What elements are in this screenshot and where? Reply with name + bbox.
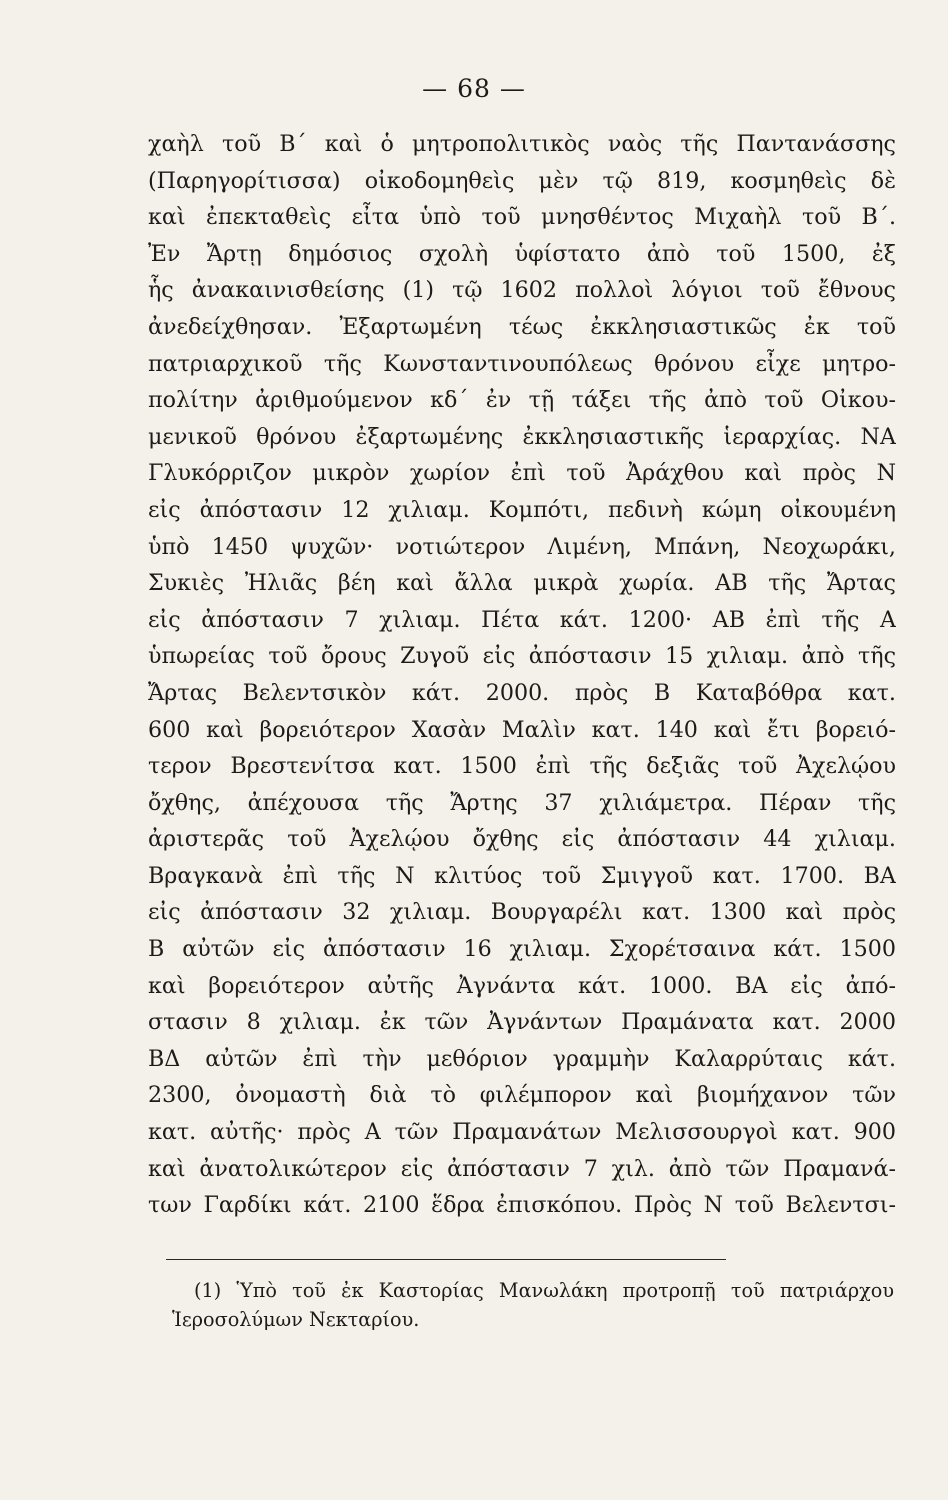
text-line: εἰς ἀπόστασιν 32 χιλιαμ. Βουργαρέλι κατ. 1300 καὶ πρὸς — [148, 899, 896, 926]
text-line: 600 καὶ βορειότερον Χασὰν Μαλὶν κατ. 140 καὶ ἔτι βορειό- — [148, 716, 896, 743]
text-line: ὑπὸ 1450 ψυχῶν· νοτιώτερον Λιμένη, Μπάνη, Νεοχωράκι, — [148, 533, 896, 560]
text-line: πολίτην ἀριθμούμενον κδ΄ ἐν τῇ τάξει τῆς ἀπὸ τοῦ Οἰκου- — [148, 387, 896, 414]
text-line: στασιν 8 χιλιαμ. ἐκ τῶν Ἀγνάντων Πραμάνατα κατ. 2000 — [148, 1009, 896, 1036]
text-line: των Γαρδίκι κάτ. 2100 ἕδρα ἐπισκόπου. Πρὸς Ν τοῦ Βελεντσι- — [148, 1192, 896, 1219]
text-line: εἰς ἀπόστασιν 12 χιλιαμ. Κομπότι, πεδινὴ κώμη οἰκουμένη — [148, 496, 896, 523]
text-line: Γλυκόρριζον μικρὸν χωρίον ἐπὶ τοῦ Ἀράχθου καὶ πρὸς Ν — [148, 460, 896, 487]
text-line: ἀνεδείχθησαν. Ἐξαρτωμένη τέως ἐκκλησιαστικῶς ἐκ τοῦ — [148, 313, 896, 340]
body-text — [148, 126, 896, 1224]
text-line: καὶ ἀνατολικώτερον εἰς ἀπόστασιν 7 χιλ. ἀπὸ τῶν Πραμανά- — [148, 1155, 896, 1182]
footnote-line: (1) Ὑπὸ τοῦ ἐκ Καστορίας Μανωλάκη προτροπῇ τοῦ πατριάρχου — [194, 1279, 894, 1302]
page-number: — 68 — — [422, 74, 526, 103]
footnote-line: Ἱεροσολύμων Νεκταρίου. — [172, 1308, 420, 1331]
text-line: τερον Βρεστενίτσα κατ. 1500 ἐπὶ τῆς δεξιᾶς τοῦ Ἀχελῴου — [148, 753, 896, 780]
text-line: καὶ ἐπεκταθεὶς εἶτα ὑπὸ τοῦ μνησθέντος Μιχαὴλ τοῦ Β΄. — [148, 204, 896, 231]
text-line: ὑπωρείας τοῦ ὄρους Ζυγοῦ εἰς ἀπόστασιν 15 χιλιαμ. ἀπὸ τῆς — [148, 643, 896, 670]
text-line: Β αὐτῶν εἰς ἀπόστασιν 16 χιλιαμ. Σχορέτσαινα κάτ. 1500 — [148, 936, 896, 963]
text-line: κατ. αὐτῆς· πρὸς Α τῶν Πραμανάτων Μελισσουργοὶ κατ. 900 — [148, 1119, 896, 1146]
footnote — [150, 1259, 900, 1334]
footnote-rule — [166, 1259, 726, 1260]
text-line: ΒΔ αὐτῶν ἐπὶ τὴν μεθόριον γραμμὴν Καλαρρύταις κάτ. — [148, 1045, 896, 1072]
text-line: εἰς ἀπόστασιν 7 χιλιαμ. Πέτα κάτ. 1200· ΑΒ ἐπὶ τῆς Α — [148, 606, 896, 633]
text-line: χαὴλ τοῦ Β΄ καὶ ὁ μητροπολιτικὸς ναὸς τῆς Παντανάσσης — [148, 131, 896, 157]
text-line: ἀριστερᾶς τοῦ Ἀχελῴου ὄχθης εἰς ἀπόστασιν 44 χιλιαμ. — [148, 826, 896, 853]
text-line: 2300, ὀνομαστὴ διὰ τὸ φιλέμπορον καὶ βιομήχανον τῶν — [148, 1082, 896, 1109]
text-line: ἧς ἀνακαινισθείσης (1) τῷ 1602 πολλοὶ λόγιοι τοῦ ἔθνους — [148, 277, 896, 304]
text-line: μενικοῦ θρόνου ἐξαρτωμένης ἐκκλησιαστικῆς ἱεραρχίας. ΝΑ — [148, 423, 896, 450]
text-line: Ἐν Ἄρτῃ δημόσιος σχολὴ ὑφίστατο ἀπὸ τοῦ 1500, ἐξ — [148, 240, 896, 267]
text-line: καὶ βορειότερον αὐτῆς Ἀγνάντα κάτ. 1000. ΒΑ εἰς ἀπό- — [148, 972, 896, 999]
text-line: Ἄρτας Βελεντσικὸν κάτ. 2000. πρὸς Β Καταβόθρα κατ. — [148, 679, 896, 706]
text-line: (Παρηγορίτισσα) οἰκοδομηθεὶς μὲν τῷ 819, κοσμηθεὶς δὲ — [148, 167, 896, 194]
text-line: ὄχθης, ἀπέχουσα τῆς Ἄρτης 37 χιλιάμετρα. Πέραν τῆς — [148, 789, 896, 816]
text-line: Συκιὲς Ἠλιᾶς βέη καὶ ἄλλα μικρὰ χωρία. ΑΒ τῆς Ἄρτας — [148, 570, 896, 597]
text-line: πατριαρχικοῦ τῆς Κωνσταντινουπόλεως θρόνου εἶχε μητρο- — [148, 350, 896, 377]
text-line: Βραγκανὰ ἐπὶ τῆς Ν κλιτύος τοῦ Σμιγγοῦ κατ. 1700. ΒΑ — [148, 862, 896, 889]
